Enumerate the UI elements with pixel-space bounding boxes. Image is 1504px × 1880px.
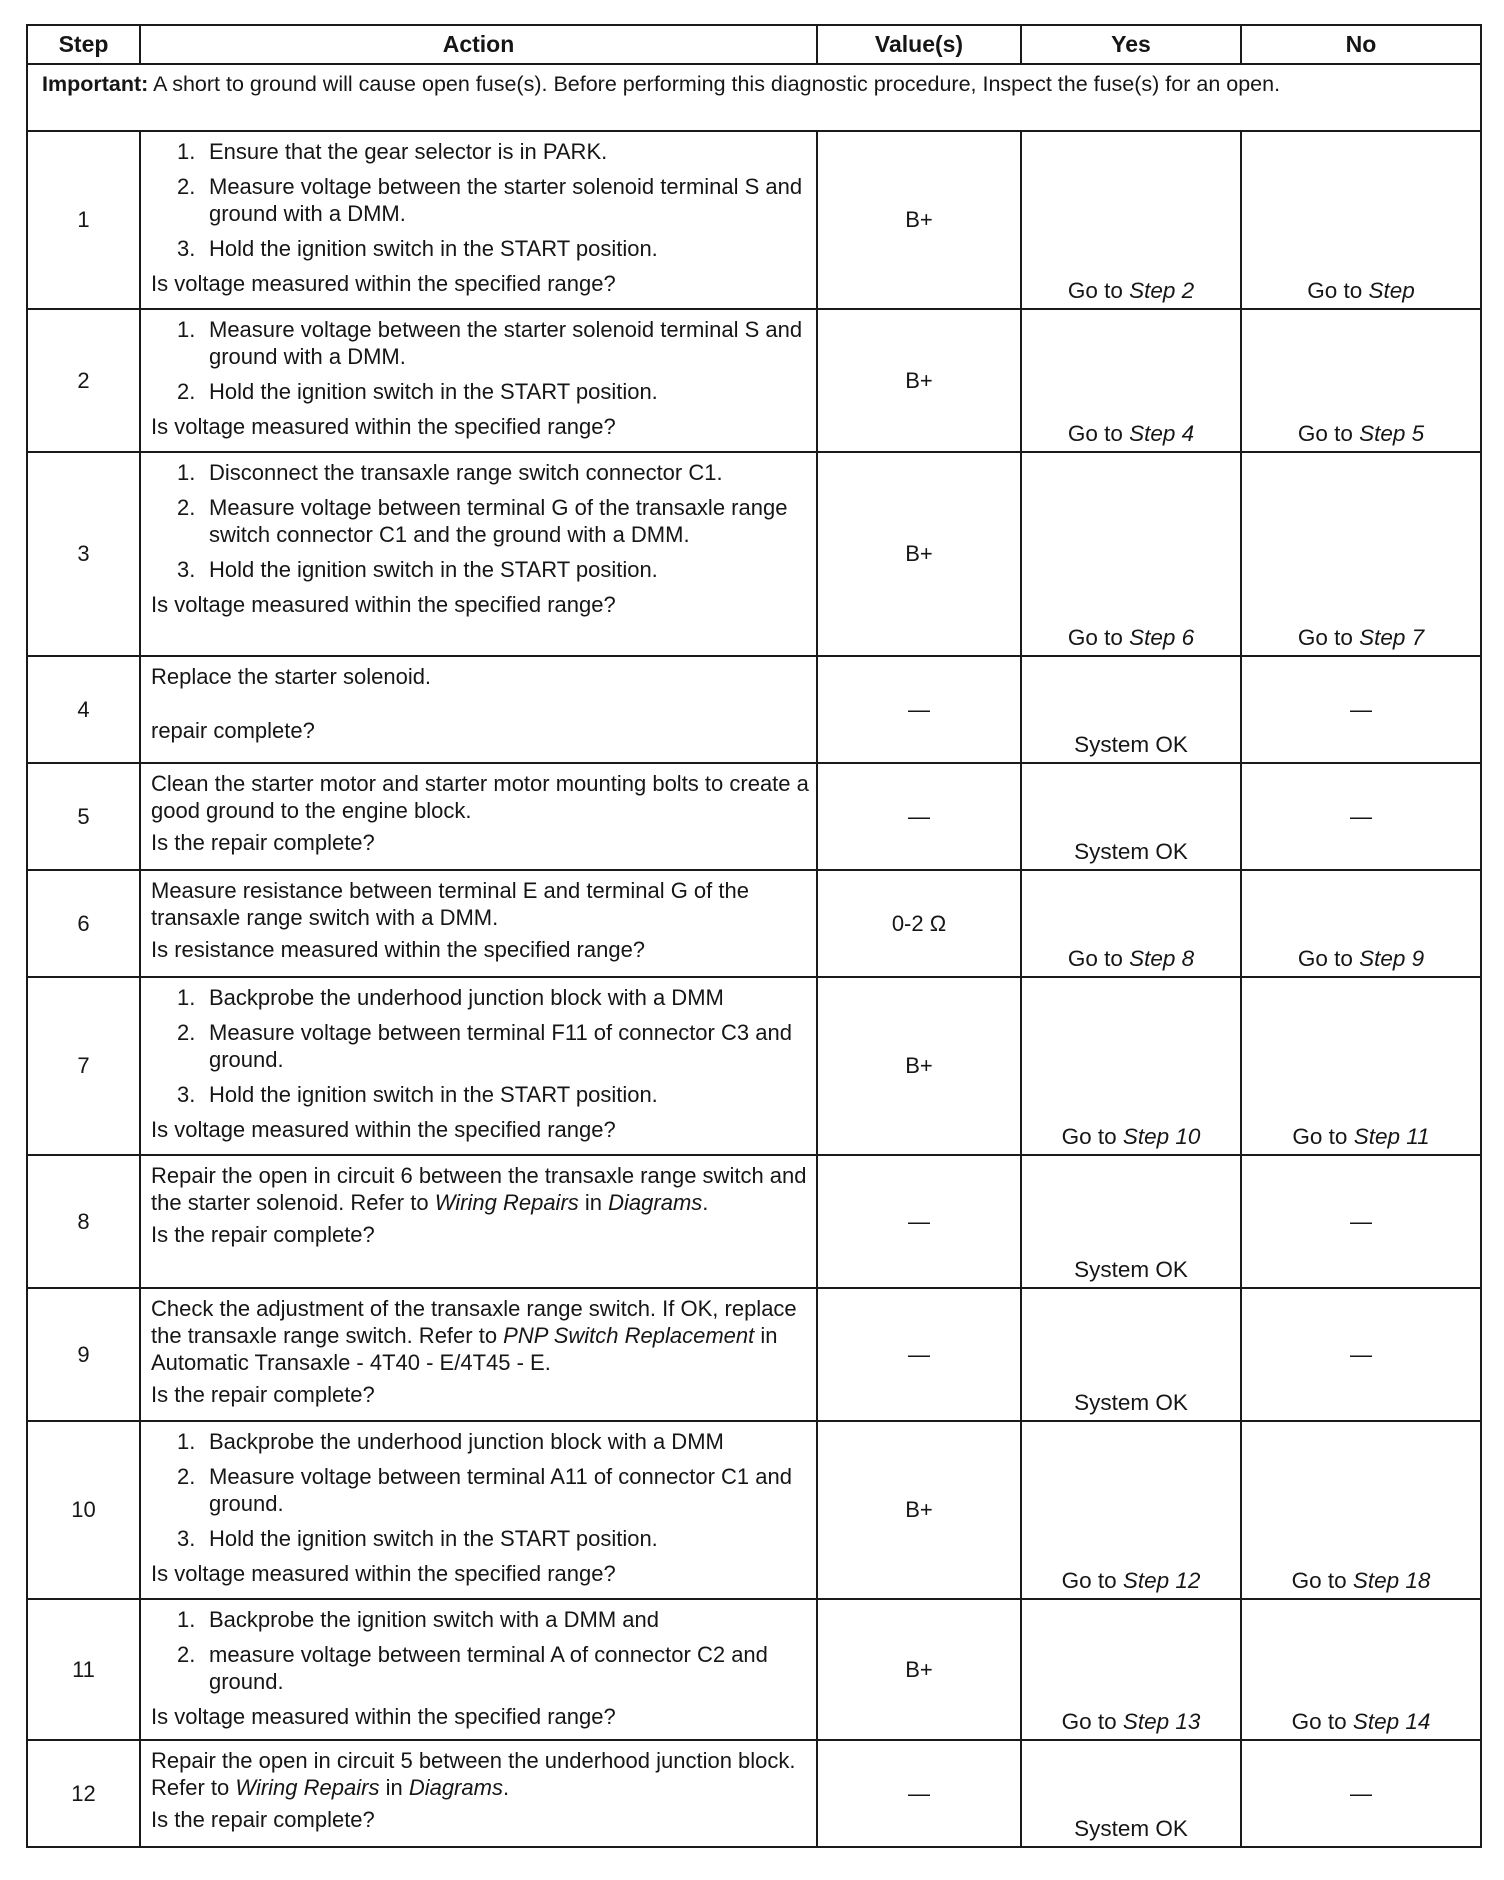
action-question: Is voltage measured within the specified range? <box>151 1704 616 1729</box>
table-row <box>27 1421 1481 1599</box>
step-number: 4 <box>27 656 140 763</box>
no-cell: — <box>1241 1155 1481 1288</box>
action-item: 3. Hold the ignition switch in the START position. <box>177 1082 658 1107</box>
action-item: 2. Measure voltage between terminal G of the transaxle range switch connector C1 and the ground with a DMM. <box>177 495 788 547</box>
action-text: Repair the open in circuit 5 between the underhood junction block. Refer to Wiring Repairs in Diagrams. <box>151 1748 796 1800</box>
value-cell: — <box>817 1740 1021 1847</box>
no-step-link[interactable]: Step 5 <box>1359 421 1425 446</box>
no-cell: Go to Step <box>1241 131 1481 309</box>
action-text: Measure resistance between terminal E and terminal G of the transaxle range switch with a DMM. <box>151 878 749 930</box>
table-row <box>27 1599 1481 1740</box>
header-row <box>27 25 1481 64</box>
step-number: 2 <box>27 309 140 452</box>
yes-step-link[interactable]: Step 6 <box>1129 625 1195 650</box>
yes-step-link[interactable]: Step 2 <box>1129 278 1195 303</box>
action-question: Is voltage measured within the specified range? <box>151 1117 616 1142</box>
yes-step-link[interactable]: Step 4 <box>1129 421 1195 446</box>
no-cell: Go to Step 11 <box>1241 977 1481 1155</box>
no-cell: Go to Step 7 <box>1241 452 1481 656</box>
action-question: Is the repair complete? <box>151 830 375 855</box>
value-cell: — <box>817 763 1021 870</box>
yes-cell: Go to Step 4 <box>1021 309 1241 452</box>
step-number: 3 <box>27 452 140 656</box>
action-item: 2. measure voltage between terminal A of connector C2 and ground. <box>177 1642 768 1694</box>
header-action: Action <box>140 25 817 64</box>
action-cell <box>140 656 817 763</box>
value-cell: — <box>817 656 1021 763</box>
no-cell: — <box>1241 1288 1481 1421</box>
table-row <box>27 131 1481 309</box>
step-number: 6 <box>27 870 140 977</box>
action-item: 3. Hold the ignition switch in the START position. <box>177 557 658 582</box>
value-cell: 0-2 Ω <box>817 870 1021 977</box>
action-question: Is the repair complete? <box>151 1222 375 1247</box>
action-question: Is the repair complete? <box>151 1382 375 1407</box>
diagnostic-table <box>26 24 1482 1848</box>
action-text: Replace the starter solenoid. <box>151 664 432 689</box>
action-cell <box>140 977 817 1155</box>
no-cell: — <box>1241 656 1481 763</box>
action-cell <box>140 1740 817 1847</box>
action-item: 1. Backprobe the underhood junction block with a DMM <box>177 985 724 1010</box>
yes-cell: System OK <box>1021 1288 1241 1421</box>
step-number: 8 <box>27 1155 140 1288</box>
action-text: Repair the open in circuit 6 between the transaxle range switch and the starter solenoid. Refer to Wiring Repairs in Diagrams. <box>151 1163 807 1215</box>
action-cell <box>140 131 817 309</box>
table-row <box>27 452 1481 656</box>
yes-step-link[interactable]: Step 8 <box>1129 946 1195 971</box>
no-step-link[interactable]: Step 9 <box>1359 946 1425 971</box>
yes-cell: System OK <box>1021 1740 1241 1847</box>
action-text: Check the adjustment of the transaxle range switch. If OK, replace the transaxle range switch. Refer to PNP Switch Replacement in Automatic Transaxle - 4T40 - E/4T45 - E. <box>151 1296 797 1375</box>
action-question: Is resistance measured within the specified range? <box>151 937 646 962</box>
action-item: 3. Hold the ignition switch in the START position. <box>177 236 658 261</box>
table-row <box>27 656 1481 763</box>
value-cell: B+ <box>817 452 1021 656</box>
value-cell: B+ <box>817 131 1021 309</box>
step-number: 12 <box>27 1740 140 1847</box>
important-label: Important: <box>42 72 149 96</box>
table-row <box>27 870 1481 977</box>
table-row <box>27 1740 1481 1847</box>
action-item: 2. Hold the ignition switch in the START position. <box>177 379 658 404</box>
yes-step-link[interactable]: Step 13 <box>1122 1709 1201 1734</box>
yes-cell: Go to Step 6 <box>1021 452 1241 656</box>
value-cell: — <box>817 1288 1021 1421</box>
diagnostic-table-sheet <box>26 24 1480 1848</box>
action-cell <box>140 1599 817 1740</box>
table-row <box>27 309 1481 452</box>
action-question: Is the repair complete? <box>151 1807 375 1832</box>
action-item: 1. Backprobe the ignition switch with a DMM and <box>177 1607 659 1632</box>
action-question: Is voltage measured within the specified range? <box>151 414 616 439</box>
action-cell <box>140 1155 817 1288</box>
yes-step-link[interactable]: Step 10 <box>1122 1124 1201 1149</box>
yes-step-link[interactable]: Step 12 <box>1122 1568 1201 1593</box>
header-yes: Yes <box>1021 25 1241 64</box>
action-item: 2. Measure voltage between the starter solenoid terminal S and ground with a DMM. <box>177 174 803 226</box>
no-cell: — <box>1241 1740 1481 1847</box>
no-step-link[interactable]: Step 18 <box>1352 1568 1431 1593</box>
yes-cell: Go to Step 10 <box>1021 977 1241 1155</box>
table-row <box>27 977 1481 1155</box>
action-item: 1. Disconnect the transaxle range switch connector C1. <box>177 460 723 485</box>
step-number: 5 <box>27 763 140 870</box>
yes-cell: Go to Step 8 <box>1021 870 1241 977</box>
no-cell: Go to Step 14 <box>1241 1599 1481 1740</box>
yes-cell: Go to Step 12 <box>1021 1421 1241 1599</box>
step-number: 11 <box>27 1599 140 1740</box>
action-cell <box>140 763 817 870</box>
action-cell <box>140 452 817 656</box>
table-row <box>27 1155 1481 1288</box>
no-step-link[interactable]: Step 7 <box>1359 625 1425 650</box>
table-row <box>27 1288 1481 1421</box>
no-cell: — <box>1241 763 1481 870</box>
value-cell: B+ <box>817 977 1021 1155</box>
action-item: 2. Measure voltage between terminal A11 of connector C1 and ground. <box>177 1464 792 1516</box>
important-text: A short to ground will cause open fuse(s). Before performing this diagnostic procedure, Inspect the fuse(s) for an open. <box>148 72 1281 96</box>
no-step-link[interactable]: Step 11 <box>1353 1124 1430 1149</box>
no-step-link[interactable]: Step <box>1368 278 1415 303</box>
yes-cell: Go to Step 2 <box>1021 131 1241 309</box>
important-row <box>27 64 1481 131</box>
action-item: 1. Backprobe the underhood junction block with a DMM <box>177 1429 724 1454</box>
yes-cell: System OK <box>1021 656 1241 763</box>
yes-cell: Go to Step 13 <box>1021 1599 1241 1740</box>
value-cell: — <box>817 1155 1021 1288</box>
no-cell: Go to Step 5 <box>1241 309 1481 452</box>
action-item: 1. Measure voltage between the starter solenoid terminal S and ground with a DMM. <box>177 317 803 369</box>
action-question: repair complete? <box>151 718 315 743</box>
value-cell: B+ <box>817 1599 1021 1740</box>
no-cell: Go to Step 18 <box>1241 1421 1481 1599</box>
header-values: Value(s) <box>817 25 1021 64</box>
action-item: 3. Hold the ignition switch in the START position. <box>177 1526 658 1551</box>
action-text: Clean the starter motor and starter motor mounting bolts to create a good ground to the engine block. <box>151 771 809 823</box>
no-step-link[interactable]: Step 14 <box>1352 1709 1431 1734</box>
action-item: 2. Measure voltage between terminal F11 of connector C3 and ground. <box>177 1020 792 1072</box>
yes-cell: System OK <box>1021 1155 1241 1288</box>
value-cell: B+ <box>817 1421 1021 1599</box>
action-cell <box>140 1288 817 1421</box>
table-row <box>27 763 1481 870</box>
header-no: No <box>1241 25 1481 64</box>
no-cell: Go to Step 9 <box>1241 870 1481 977</box>
step-number: 1 <box>27 131 140 309</box>
action-cell <box>140 1421 817 1599</box>
action-cell <box>140 309 817 452</box>
important-note <box>27 64 1481 131</box>
action-question: Is voltage measured within the specified range? <box>151 592 616 617</box>
action-question: Is voltage measured within the specified range? <box>151 271 616 296</box>
header-step: Step <box>27 25 140 64</box>
yes-cell: System OK <box>1021 763 1241 870</box>
step-number: 7 <box>27 977 140 1155</box>
action-item: 1. Ensure that the gear selector is in PARK. <box>177 139 608 164</box>
action-question: Is voltage measured within the specified range? <box>151 1561 616 1586</box>
step-number: 10 <box>27 1421 140 1599</box>
value-cell: B+ <box>817 309 1021 452</box>
step-number: 9 <box>27 1288 140 1421</box>
action-cell <box>140 870 817 977</box>
